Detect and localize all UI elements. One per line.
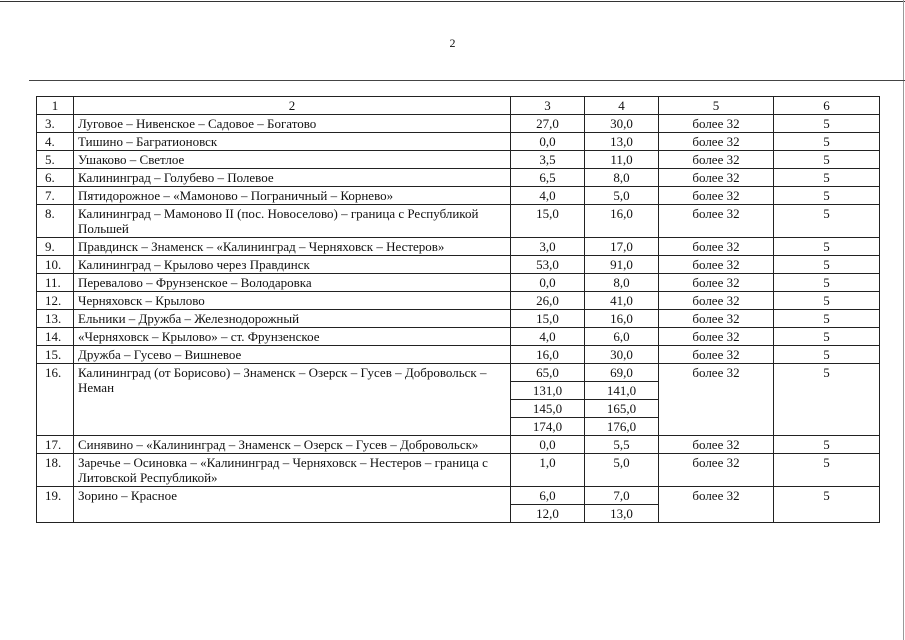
segment-start: 3,0 [511, 238, 585, 256]
segment-start: 6,0 [511, 487, 585, 505]
segment-start: 6,5 [511, 169, 585, 187]
row-number: 5. [37, 151, 74, 169]
segment-start: 26,0 [511, 292, 585, 310]
segment-end: 16,0 [585, 205, 659, 238]
segment-end: 5,0 [585, 187, 659, 205]
page-top-edge [0, 1, 905, 2]
segment-start: 12,0 [511, 505, 585, 523]
table-row [37, 169, 880, 187]
row-number: 16. [37, 364, 74, 436]
category-value: 5 [774, 328, 880, 346]
category-value: 5 [774, 310, 880, 328]
separator-line [29, 80, 905, 81]
page-right-edge [903, 0, 904, 640]
segment-end: 13,0 [585, 133, 659, 151]
segment-start: 0,0 [511, 274, 585, 292]
load-value: более 32 [659, 328, 774, 346]
table-row [37, 187, 880, 205]
load-value: более 32 [659, 187, 774, 205]
road-name: Правдинск – Знаменск – «Калининград – Черняховск – Нестеров» [74, 238, 511, 256]
category-value: 5 [774, 346, 880, 364]
load-value: более 32 [659, 256, 774, 274]
roads-table-body [37, 97, 880, 523]
category-value: 5 [774, 169, 880, 187]
road-name: Калининград – Крылово через Правдинск [74, 256, 511, 274]
table-row [37, 274, 880, 292]
road-name: Черняховск – Крылово [74, 292, 511, 310]
segment-end: 11,0 [585, 151, 659, 169]
header-cell: 5 [659, 97, 774, 115]
load-value: более 32 [659, 238, 774, 256]
table-row [37, 292, 880, 310]
road-name: Луговое – Нивенское – Садовое – Богатово [74, 115, 511, 133]
road-name: Перевалово – Фрунзенское – Володаровка [74, 274, 511, 292]
segment-end: 30,0 [585, 346, 659, 364]
segment-start: 131,0 [511, 382, 585, 400]
row-number: 10. [37, 256, 74, 274]
segment-end: 8,0 [585, 274, 659, 292]
segment-end: 7,0 [585, 487, 659, 505]
category-value: 5 [774, 115, 880, 133]
header-cell: 6 [774, 97, 880, 115]
segment-end: 141,0 [585, 382, 659, 400]
segment-start: 145,0 [511, 400, 585, 418]
row-number: 8. [37, 205, 74, 238]
header-cell: 4 [585, 97, 659, 115]
table-row [37, 256, 880, 274]
segment-end: 6,0 [585, 328, 659, 346]
category-value: 5 [774, 364, 880, 436]
segment-end: 5,0 [585, 454, 659, 487]
segment-end: 41,0 [585, 292, 659, 310]
segment-end: 17,0 [585, 238, 659, 256]
row-number: 18. [37, 454, 74, 487]
row-number: 12. [37, 292, 74, 310]
header-cell: 1 [37, 97, 74, 115]
table-row [37, 310, 880, 328]
roads-table [36, 96, 880, 523]
road-name: Заречье – Осиновка – «Калининград – Черняховск – Нестеров – граница с Литовской Республикой» [74, 454, 511, 487]
category-value: 5 [774, 238, 880, 256]
road-name: «Черняховск – Крылово» – ст. Фрунзенское [74, 328, 511, 346]
category-value: 5 [774, 133, 880, 151]
segment-end: 8,0 [585, 169, 659, 187]
table-row [37, 328, 880, 346]
segment-start: 4,0 [511, 187, 585, 205]
load-value: более 32 [659, 364, 774, 436]
load-value: более 32 [659, 487, 774, 523]
category-value: 5 [774, 205, 880, 238]
segment-end: 176,0 [585, 418, 659, 436]
row-number: 4. [37, 133, 74, 151]
segment-start: 0,0 [511, 436, 585, 454]
segment-start: 15,0 [511, 310, 585, 328]
table-row [37, 151, 880, 169]
road-name: Калининград (от Борисово) – Знаменск – Озерск – Гусев – Добровольск – Неман [74, 364, 511, 436]
segment-start: 65,0 [511, 364, 585, 382]
row-number: 15. [37, 346, 74, 364]
table-row [37, 436, 880, 454]
header-row [37, 97, 880, 115]
segment-start: 16,0 [511, 346, 585, 364]
road-name: Калининград – Голубево – Полевое [74, 169, 511, 187]
table-row [37, 115, 880, 133]
road-name: Пятидорожное – «Мамоново – Пограничный – Корнево» [74, 187, 511, 205]
road-name: Зорино – Красное [74, 487, 511, 523]
category-value: 5 [774, 256, 880, 274]
table-row [37, 205, 880, 238]
load-value: более 32 [659, 436, 774, 454]
segment-start: 1,0 [511, 454, 585, 487]
row-number: 14. [37, 328, 74, 346]
category-value: 5 [774, 151, 880, 169]
category-value: 5 [774, 292, 880, 310]
road-name: Ушаково – Светлое [74, 151, 511, 169]
category-value: 5 [774, 454, 880, 487]
row-number: 19. [37, 487, 74, 523]
header-cell: 2 [74, 97, 511, 115]
row-number: 11. [37, 274, 74, 292]
road-name: Тишино – Багратионовск [74, 133, 511, 151]
load-value: более 32 [659, 274, 774, 292]
segment-end: 91,0 [585, 256, 659, 274]
load-value: более 32 [659, 346, 774, 364]
table-row [37, 238, 880, 256]
row-number: 9. [37, 238, 74, 256]
segment-start: 4,0 [511, 328, 585, 346]
load-value: более 32 [659, 292, 774, 310]
table-row [37, 346, 880, 364]
header-cell: 3 [511, 97, 585, 115]
segment-start: 174,0 [511, 418, 585, 436]
segment-start: 0,0 [511, 133, 585, 151]
segment-start: 27,0 [511, 115, 585, 133]
road-name: Ельники – Дружба – Железнодорожный [74, 310, 511, 328]
load-value: более 32 [659, 454, 774, 487]
segment-end: 16,0 [585, 310, 659, 328]
table-row [37, 364, 880, 382]
segment-end: 165,0 [585, 400, 659, 418]
road-name: Калининград – Мамоново II (пос. Новоселово) – граница с Республикой Польшей [74, 205, 511, 238]
load-value: более 32 [659, 115, 774, 133]
load-value: более 32 [659, 310, 774, 328]
table-row [37, 454, 880, 487]
table-row [37, 487, 880, 505]
category-value: 5 [774, 274, 880, 292]
load-value: более 32 [659, 133, 774, 151]
row-number: 3. [37, 115, 74, 133]
row-number: 17. [37, 436, 74, 454]
load-value: более 32 [659, 205, 774, 238]
segment-start: 53,0 [511, 256, 585, 274]
table-row [37, 133, 880, 151]
category-value: 5 [774, 187, 880, 205]
segment-end: 5,5 [585, 436, 659, 454]
row-number: 13. [37, 310, 74, 328]
segment-end: 69,0 [585, 364, 659, 382]
category-value: 5 [774, 487, 880, 523]
segment-end: 30,0 [585, 115, 659, 133]
segment-start: 15,0 [511, 205, 585, 238]
road-name: Синявино – «Калининград – Знаменск – Озерск – Гусев – Добровольск» [74, 436, 511, 454]
row-number: 6. [37, 169, 74, 187]
load-value: более 32 [659, 169, 774, 187]
category-value: 5 [774, 436, 880, 454]
road-name: Дружба – Гусево – Вишневое [74, 346, 511, 364]
load-value: более 32 [659, 151, 774, 169]
page-number: 2 [449, 36, 456, 50]
segment-end: 13,0 [585, 505, 659, 523]
segment-start: 3,5 [511, 151, 585, 169]
row-number: 7. [37, 187, 74, 205]
